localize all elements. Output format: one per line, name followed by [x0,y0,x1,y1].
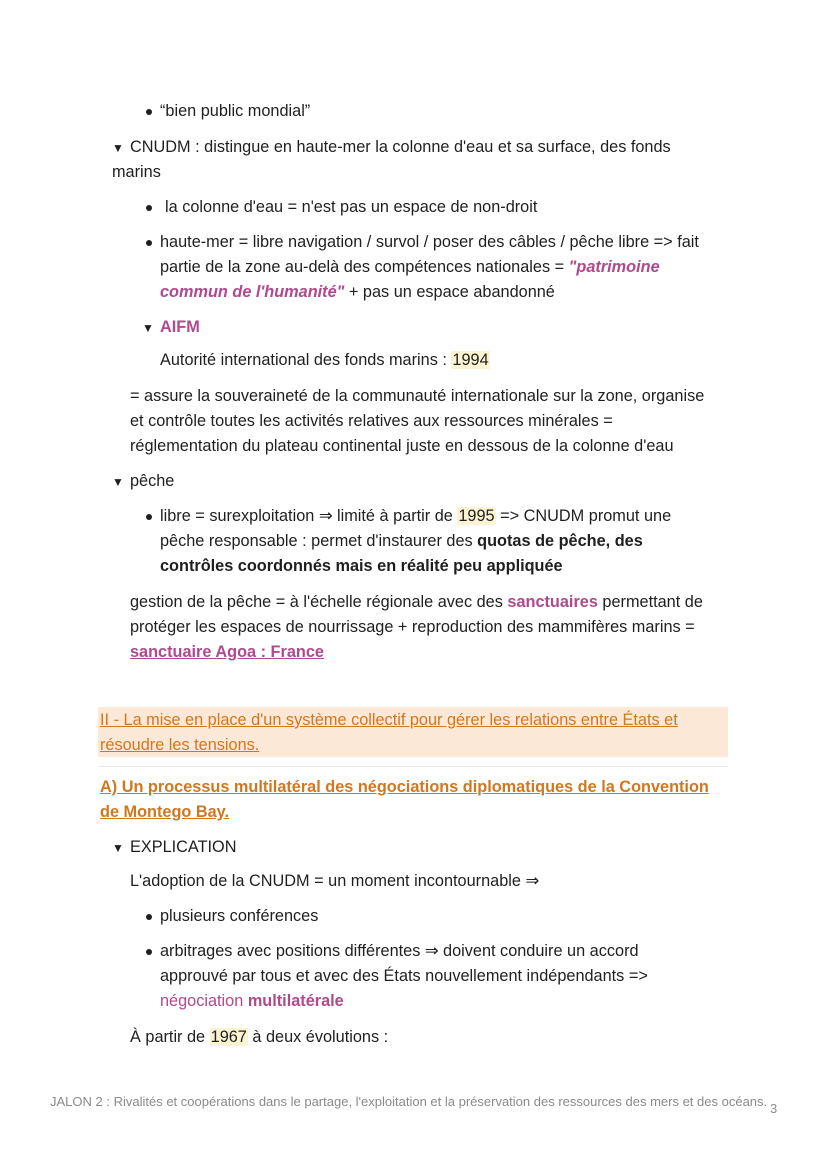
hautemer-line1: haute-mer = libre navigation / survol / poser des câbles / pêche libre => fait [160,233,699,251]
explication-title: EXPLICATION [130,838,237,856]
toggle-triangle-icon[interactable]: ▼ [112,141,124,155]
aifm-text [160,348,490,373]
libre-line3: contrôles coordonnés mais en réalité peu appliquée [160,557,563,575]
colonne-text: la colonne d'eau = n'est pas un espace de non-droit [165,198,538,216]
cnudm-text: CNUDM : distingue en haute-mer la colonne d'eau et sa surface, des fonds [130,138,671,156]
partir-b: à deux évolutions : [247,1028,389,1046]
multilaterale-bold: multilatérale [247,992,344,1010]
hautemer-line2a: partie de la zone au-delà des compétences nationales = [160,258,569,276]
sanctuaires-highlight: sanctuaires [507,593,598,611]
bullet-dot [146,205,152,211]
arb-line2: approuvé par tous et avec des États nouvellement indépendants => [160,967,648,985]
aifm-label: Autorité international des fonds marins : [160,351,452,369]
toggle-triangle-icon[interactable]: ▼ [112,475,124,489]
sectionA-heading [100,775,730,825]
arb-line1: arbitrages avec positions différentes ⇒ doivent conduire un accord [160,942,639,960]
partir-year: 1967 [210,1028,247,1046]
hautemer-text [160,230,730,305]
adoption-text: L'adoption de la CNUDM = un moment incontournable ⇒ [130,872,540,890]
toggle-triangle-icon[interactable]: ▼ [112,841,124,855]
assure-line2: et contrôle toutes les activités relatives aux ressources minérales = [130,412,613,430]
bullet-dot [146,914,152,920]
divider [98,766,728,767]
bullet-dot [146,514,152,520]
partir-text [130,1025,388,1050]
sectionA-line2: de Montego Bay. [100,803,230,821]
arbitrages-text [160,939,730,1014]
section2-line1: II - La mise en place d'un système collectif pour gérer les relations entre États et [100,711,678,729]
libre-line2 [160,529,730,554]
bullet-dot [146,949,152,955]
aifm-title: AIFM [160,318,200,336]
partir-a: À partir de [130,1028,210,1046]
libre-line1a: libre = surexploitation ⇒ limité à partir de [160,507,458,525]
libre-text [160,504,730,579]
hautemer-line2 [160,255,730,280]
libre-line1 [160,504,730,529]
gestion-text [130,590,730,665]
libre-year: 1995 [458,507,495,525]
patrimoine-highlight: "patrimoine [568,258,660,276]
bullet-dot [146,240,152,246]
peche-title: pêche [130,472,175,490]
hautemer-line3 [160,280,730,305]
gestion-line1 [130,590,730,615]
sectionA-line1: A) Un processus multilatéral des négociations diplomatiques de la Convention [100,778,709,796]
bien-public-text: “bien public mondial” [160,102,311,120]
gestion-line1c: permettant de [597,593,703,611]
toggle-triangle-icon[interactable]: ▼ [142,321,154,335]
conferences-text: plusieurs conférences [160,907,319,925]
section2-heading [100,708,720,758]
sanctuaire-agoa: sanctuaire Agoa : France [130,643,324,661]
libre-line2a: pêche responsable : permet d'instaurer des [160,532,478,550]
assure-line1: = assure la souveraineté de la communauté internationale sur la zone, organise [130,387,705,405]
arb-line3 [160,989,730,1014]
assure-line3: réglementation du plateau continental juste en dessous de la colonne d'eau [130,437,674,455]
section2-line2: résoudre les tensions. [100,736,260,754]
assure-text [130,384,730,459]
negociation-text: négociation [160,992,248,1010]
quotas-bold: quotas de pêche, des [477,532,643,550]
bullet-dot [146,109,152,115]
gestion-line1a: gestion de la pêche = à l'échelle régionale avec des [130,593,508,611]
gestion-line2: protéger les espaces de nourrissage + reproduction des mammifères marins = [130,618,695,636]
hautemer-line3b: + pas un espace abandonné [344,283,555,301]
libre-line1b: => CNUDM promut une [495,507,672,525]
patrimoine-highlight-cont: commun de l'humanité" [160,283,345,301]
page-number: 3 [770,1101,778,1116]
cnudm-text-cont: marins [112,163,161,181]
page-footer: JALON 2 : Rivalités et coopérations dans le partage, l'exploitation et la préservation des ressources des mers et des océans. [50,1094,768,1109]
aifm-year: 1994 [452,351,489,369]
